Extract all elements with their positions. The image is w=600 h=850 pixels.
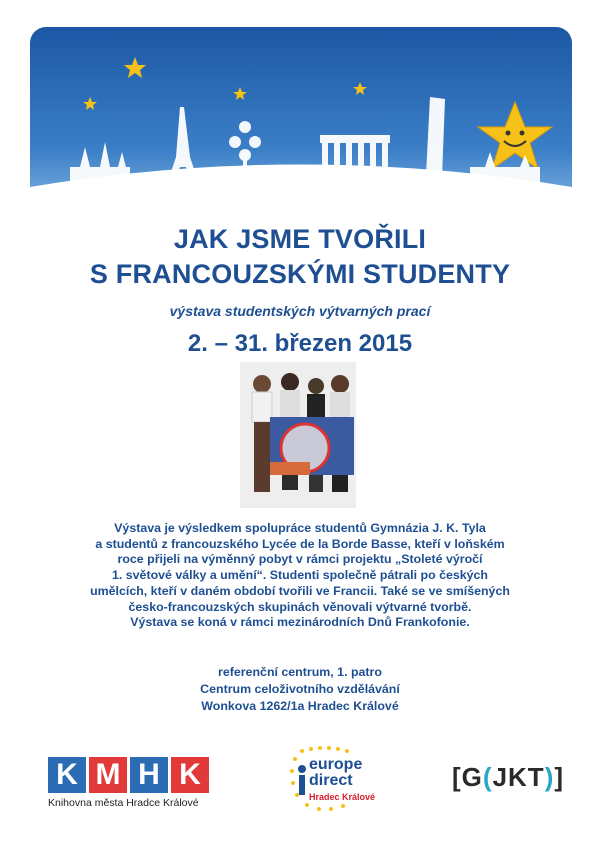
main-title-line1: JAK JSME TVOŘILI — [173, 224, 427, 254]
kmhk-letter: K — [48, 757, 86, 793]
exhibition-date: 2. – 31. březen 2015 — [187, 330, 413, 357]
header-banner — [30, 27, 572, 232]
description — [50, 521, 550, 631]
gjkt-paren: ( — [482, 762, 493, 792]
students-photo — [240, 362, 356, 508]
venue-line: referenční centrum, 1. patro — [218, 665, 382, 679]
kmhk-letter: H — [130, 757, 168, 793]
kmhk-logo — [48, 757, 209, 809]
kmhk-letter: K — [171, 757, 209, 793]
description-line: Výstava se koná v rámci mezinárodních Dnů Frankofonie. — [130, 615, 470, 630]
gjkt-logo — [452, 762, 564, 793]
kmhk-letter: M — [89, 757, 127, 793]
gjkt-middle: JKT — [492, 762, 545, 792]
painting — [270, 417, 354, 475]
description-line: 1. světové války a umění“. Studenti společně pátrali po českých — [112, 568, 488, 583]
europe-direct-line3: Hradec Králové — [309, 792, 376, 802]
monuments-illustration — [30, 27, 572, 232]
venue-line: Wonkova 1262/1a Hradec Králové — [201, 699, 399, 713]
kmhk-caption: Knihovna města Hradce Králové — [48, 797, 199, 809]
description-line: Výstava je výsledkem spolupráce studentů Gymnázia J. K. Tyla — [114, 521, 486, 535]
gjkt-open: [G — [452, 762, 483, 792]
description-line: umělcích, kteří v daném období tvořili ve Francii. Také se ve smíšených — [90, 583, 510, 598]
europe-direct-line1: europe — [309, 756, 363, 773]
venue-line: Centrum celoživotního vzdělávání — [200, 682, 400, 696]
venue — [0, 664, 600, 715]
description-line: česko-francouzských skupinách věnovali výtvarné tvorbě. — [128, 599, 472, 614]
description-line: a studentů z francouzského Lycée de la Borde Basse, kteří v loňském — [95, 536, 505, 551]
europe-direct-line2: direct — [309, 772, 353, 789]
main-title-line2: S FRANCOUZSKÝMI STUDENTY — [89, 259, 511, 289]
gjkt-paren-close: ) — [544, 762, 555, 792]
europe-direct-logo — [287, 745, 407, 815]
subtitle: výstava studentských výtvarných prací — [169, 303, 431, 319]
description-line: roce přijeli na výměnný pobyt v rámci projektu „Stoleté výročí — [117, 552, 483, 567]
gjkt-close: ] — [554, 762, 565, 792]
